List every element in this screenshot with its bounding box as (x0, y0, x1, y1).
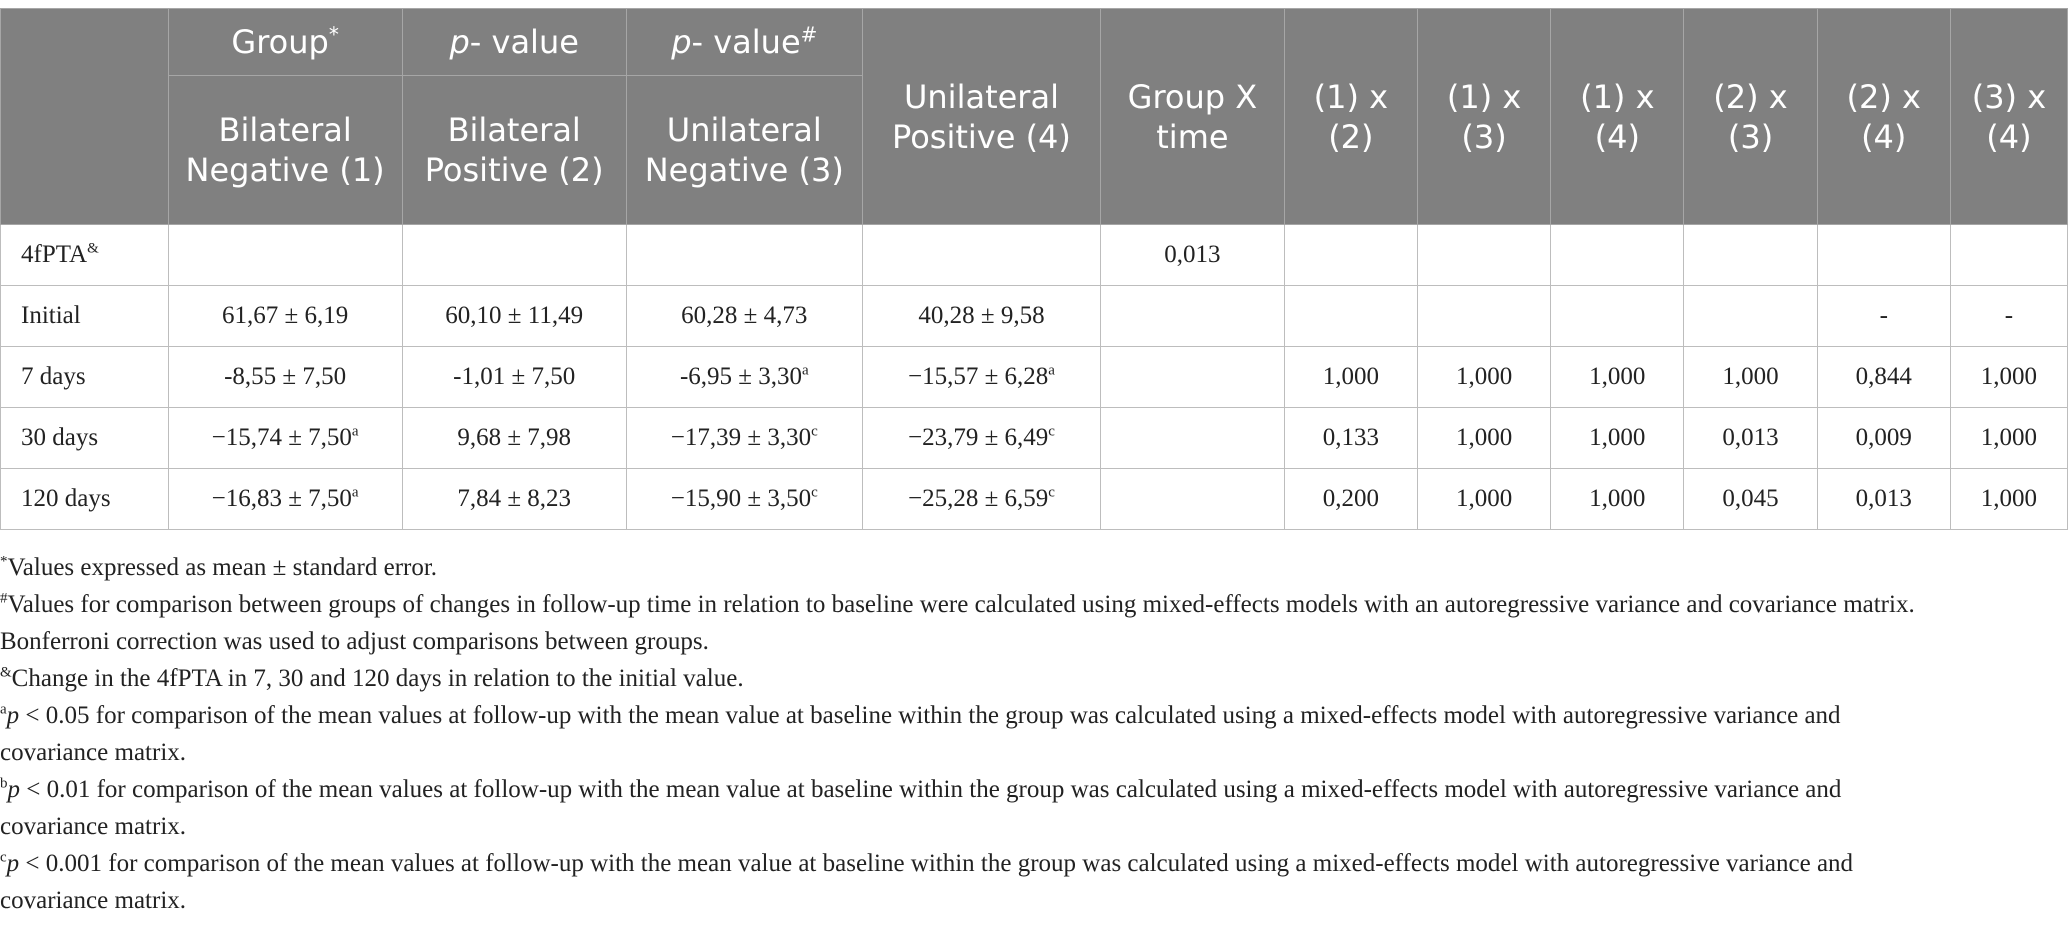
table-cell (1684, 225, 1817, 286)
footnote-asterisk: *Values expressed as mean ± standard error. (0, 553, 438, 581)
table-cell: −15,90 ± 3,50$^c$ (626, 469, 862, 530)
table-cell: 1,000 (1551, 408, 1684, 469)
row-label: 7 days (1, 347, 169, 408)
table-cell (1284, 286, 1417, 347)
header-1x2: (1) x (2) (1284, 9, 1417, 225)
footnote-hash: #Values for comparison between groups of changes in follow-up time in relation to baseline were calculated using mixed-effects models with an autoregressive variance and covariance matrix. (0, 590, 1915, 618)
table-row (1, 225, 2068, 286)
table-cell: - (1950, 286, 2067, 347)
table-cell: 1,000 (1950, 469, 2067, 530)
table-cell: −17,39 ± 3,30$^c$ (626, 408, 862, 469)
header-unilateral-negative: Unilateral Negative (3) (626, 76, 862, 225)
table-cell (1101, 469, 1285, 530)
footnote-c: $^c$p < 0.001 for comparison of the mean values at follow-up with the mean value at baseline within the group was calculated using a mixed-effects model with autoregressive variance and covariance matrix. (0, 849, 1854, 914)
header-bilateral-positive: Bilateral Positive (2) (402, 76, 626, 225)
table-cell: −16,83 ± 7,50$^a$ (168, 469, 402, 530)
table-row (1, 408, 2068, 469)
header-bilateral-negative: Bilateral Negative (1) (168, 76, 402, 225)
results-table (0, 8, 2068, 530)
header-group: Group* (168, 9, 402, 76)
table-cell: 61,67 ± 6,19 (168, 286, 402, 347)
table-row (1, 286, 2068, 347)
table-row (1, 469, 2068, 530)
table-cell: 1,000 (1950, 347, 2067, 408)
table-cell: - (1817, 286, 1950, 347)
table-cell: -1,01 ± 7,50 (402, 347, 626, 408)
footnote-b: $^b$p < 0.01 for comparison of the mean values at follow-up with the mean value at baseline within the group was calculated using a mixed-effects model with autoregressive variance and covariance matrix. (0, 775, 1842, 840)
table-cell: 1,000 (1551, 347, 1684, 408)
table-body (1, 225, 2068, 530)
table-cell (1950, 225, 2067, 286)
table-cell: 1,000 (1551, 469, 1684, 530)
table-cell (1551, 286, 1684, 347)
table-cell: 0,133 (1284, 408, 1417, 469)
table-cell: 60,28 ± 4,73 (626, 286, 862, 347)
table-cell: −25,28 ± 6,59$^c$ (862, 469, 1100, 530)
row-label: 30 days (1, 408, 169, 469)
footnote-a: $^a$p < 0.05 for comparison of the mean values at follow-up with the mean value at baseline within the group was calculated using a mixed-effects model with autoregressive variance and covariance matrix. (0, 701, 1841, 766)
table-cell: 60,10 ± 11,49 (402, 286, 626, 347)
header-2x4: (2) x (4) (1817, 9, 1950, 225)
table-cell: 40,28 ± 9,58 (862, 286, 1100, 347)
footnotes (0, 549, 2068, 919)
table-cell: 0,013 (1817, 469, 1950, 530)
table-cell (1551, 225, 1684, 286)
row-label: Initial (1, 286, 169, 347)
table-cell (402, 225, 626, 286)
table-cell (862, 225, 1100, 286)
table-cell: 1,000 (1684, 347, 1817, 408)
table-cell: −23,79 ± 6,49$^c$ (862, 408, 1100, 469)
table-cell: 0,844 (1817, 347, 1950, 408)
table-cell (1417, 225, 1550, 286)
table-cell (1684, 286, 1817, 347)
table-cell (626, 225, 862, 286)
table-cell (1101, 408, 1285, 469)
header-1x4: (1) x (4) (1551, 9, 1684, 225)
table-cell: 9,68 ± 7,98 (402, 408, 626, 469)
table-cell: 7,84 ± 8,23 (402, 469, 626, 530)
row-label: 4fPTA& (1, 225, 169, 286)
table-row (1, 347, 2068, 408)
table-cell: 1,000 (1417, 408, 1550, 469)
table-cell: -8,55 ± 7,50 (168, 347, 402, 408)
table-cell: 1,000 (1950, 408, 2067, 469)
table-cell (1101, 347, 1285, 408)
table-cell: −15,57 ± 6,28$^a$ (862, 347, 1100, 408)
table-cell: 0,013 (1101, 225, 1285, 286)
results-table-wrapper (0, 8, 2068, 530)
table-cell: −15,74 ± 7,50$^a$ (168, 408, 402, 469)
header-unilateral-positive: Unilateral Positive (4) (862, 9, 1100, 225)
table-cell: 0,009 (1817, 408, 1950, 469)
table-cell: 0,045 (1684, 469, 1817, 530)
footnote-ampersand: &Change in the 4fPTA in 7, 30 and 120 days in relation to the initial value. (0, 664, 744, 692)
table-cell (1417, 286, 1550, 347)
header-p-value: p- value (402, 9, 626, 76)
row-label: 120 days (1, 469, 169, 530)
header-p-value-hash: p- value# (626, 9, 862, 76)
table-cell: -6,95 ± 3,30$^a$ (626, 347, 862, 408)
header-3x4: (3) x (4) (1950, 9, 2067, 225)
table-cell (1284, 225, 1417, 286)
table-cell: 1,000 (1417, 347, 1550, 408)
corner-header-cell (1, 9, 169, 225)
table-cell (1101, 286, 1285, 347)
table-cell (1817, 225, 1950, 286)
header-2x3: (2) x (3) (1684, 9, 1817, 225)
table-cell: 0,013 (1684, 408, 1817, 469)
header-1x3: (1) x (3) (1417, 9, 1550, 225)
header-group-x-time: Group X time (1101, 9, 1285, 225)
table-cell: 1,000 (1417, 469, 1550, 530)
footnote-bonferroni: Bonferroni correction was used to adjust comparisons between groups. (0, 628, 709, 655)
table-cell: 0,200 (1284, 469, 1417, 530)
table-cell (168, 225, 402, 286)
header-row-top (1, 9, 2068, 76)
table-cell: 1,000 (1284, 347, 1417, 408)
